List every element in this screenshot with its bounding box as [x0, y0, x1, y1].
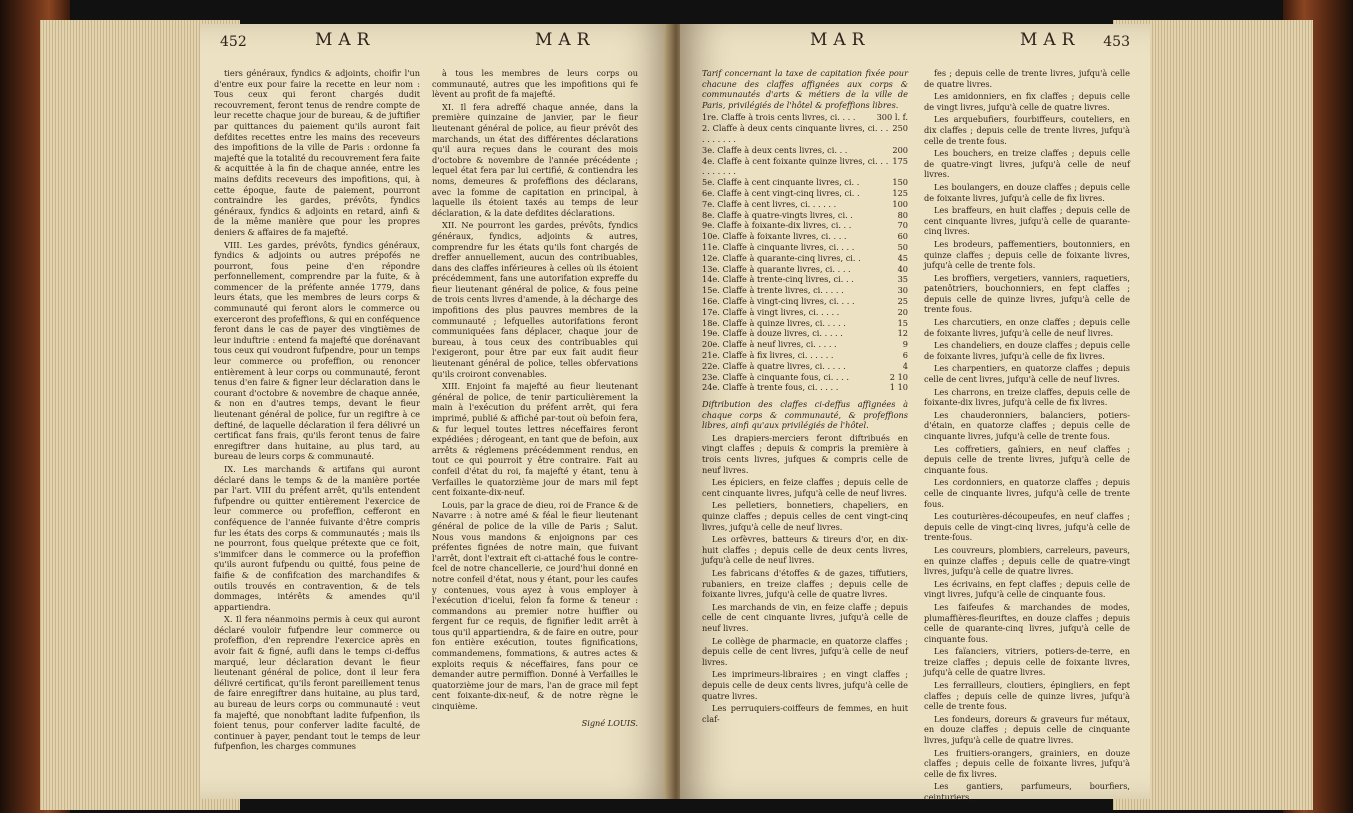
- tarif-amount: 80: [897, 209, 908, 220]
- tarif-amount: 35: [897, 274, 908, 285]
- tarif-class-label: 2. Claffe à deux cents cinquante livres, ci. . . . . . . . . .: [702, 123, 889, 144]
- paragraph: tiers généraux, fyndics & adjoints, choifir l'un d'entre eux pour faire la recette en leur nom : Tous ceux qui feront chargés dudit recouvrement, feront tenus de rendre compte de leur recette chaque jour de bureau, & de juftifier par quittances du paiement qu'ils auront fait defdites recettes entre les mains des receveurs des impofitions de la ville de Paris : ordonne fa majefté que la totalité du recouvrement fera faite & acquittée à la fin de chaque année, entre les mains defdits receveurs des impofitions, qui, à cette époque, faute de paiement, pourront contraindre les gardes, prévôts, fyndics généraux, fyndics & adjoints en retard, ainfi & de la même manière que pour les propres deniers & affaires de fa majefté.: [214, 68, 420, 237]
- tarif-row: [702, 156, 908, 178]
- tarif-class-label: 4e. Claffe à cent foixante quinze livres, ci. . . . . . . . . .: [702, 155, 889, 177]
- tarif-amount: 1 10: [889, 382, 908, 393]
- paragraph: Les chandeliers, en douze claffes ; depuis celle de foixante livres, jufqu'à celle de fix livres.: [924, 340, 1130, 361]
- paragraph: Les boulangers, en douze claffes ; depuis celle de foixante livres, jufqu'à celle de fix livres.: [924, 181, 1130, 203]
- page-number: 453: [1103, 34, 1130, 50]
- left-page-header: [220, 30, 650, 64]
- tarif-class-label: 5e. Claffe à cent cinquante livres, ci. .: [702, 177, 860, 188]
- tarif-row: [702, 210, 908, 221]
- tarif-row: [702, 307, 908, 318]
- paragraph: Les cordonniers, en quatorze claffes ; depuis celle de cinquante livres, jufqu'à celle de trente fous.: [924, 477, 1130, 509]
- paragraph: Les faifeufes & marchandes de modes, plumaffières-fleuriftes, en douze claffes ; depuis celle de quarante-cinq livres, jufqu'à celle de cinquante fous.: [924, 601, 1130, 644]
- page-number: 452: [220, 34, 247, 50]
- tarif-row: [702, 199, 908, 210]
- tarif-class-label: 16e. Claffe à vingt-cinq livres, ci. . . .: [702, 295, 855, 306]
- paragraph: Les imprimeurs-libraires ; en vingt claffes ; depuis celle de deux cents livres, jufqu'à celle de quatre livres.: [702, 669, 908, 701]
- tarif-class-label: 11e. Claffe à cinquante livres, ci. . . .: [702, 241, 855, 252]
- running-head: MAR: [810, 30, 871, 50]
- tarif-row: [702, 177, 908, 188]
- tarif-amount: 15: [897, 317, 908, 328]
- tarif-class-label: 15e. Claffe à trente livres, ci. . . . .: [702, 285, 844, 296]
- tarif-row: [702, 328, 908, 339]
- running-head: MAR: [315, 30, 376, 50]
- paragraph: Les couturières-découpeufes, en neuf claffes ; depuis celle de vingt-cinq livres, jufqu'à celle de trente-fous.: [924, 511, 1130, 543]
- paragraph: Les fruitiers-orangers, grainiers, en douze claffes ; depuis celle de foixante livres, jufqu'à celle de fix livres.: [924, 747, 1130, 779]
- left-column-2: [432, 68, 638, 790]
- tarif-amount: 125: [892, 187, 908, 198]
- paragraph: Les gantiers, parfumeurs, bourfiers, ceinturiers,: [924, 781, 1130, 802]
- tarif-caption: Tarif concernant la taxe de capitation fixée pour chacune des claffes affignées aux corps & communautés d'arts & métiers de la ville de Paris, privilégiés de l'hôtel & profeffions libres.: [702, 68, 908, 110]
- tarif-row: [702, 220, 908, 231]
- tarif-class-label: 20e. Claffe à neuf livres, ci. . . . .: [702, 339, 837, 350]
- paragraph: Les écrivains, en fept claffes ; depuis celle de vingt livres, jufqu'à celle de cinquante fous.: [924, 578, 1130, 600]
- paragraph: Les orfèvres, batteurs & tireurs d'or, en dix-huit claffes ; depuis celle de deux cents livres, jufqu'à celle de neuf livres.: [702, 534, 908, 566]
- tarif-class-label: 8e. Claffe à quatre-vingts livres, ci. .: [702, 209, 853, 220]
- right-page-header: [700, 30, 1130, 64]
- tarif-class-label: 10e. Claffe à foixante livres, ci. . . .: [702, 231, 847, 242]
- tarif-class-label: 22e. Claffe à quatre livres, ci. . . . .: [702, 360, 846, 371]
- tarif-amount: 2 10: [889, 371, 908, 382]
- tarif-amount: 30: [897, 285, 908, 296]
- tarif-amount: 60: [897, 231, 908, 242]
- tarif-amount: 50: [897, 241, 908, 252]
- tarif-amount: 100: [892, 198, 908, 209]
- running-head: MAR: [535, 30, 596, 50]
- tarif-row: [702, 296, 908, 307]
- tarif-class-label: 14e. Claffe à trente-cinq livres, ci. . .: [702, 274, 854, 285]
- paragraph: Les arquebufiers, fourbiffeurs, couteliers, en dix claffes ; depuis celle de trente livres, jufqu'à celle de trente fous.: [924, 114, 1130, 146]
- tarif-row: [702, 318, 908, 329]
- tarif-amount: 12: [897, 328, 908, 339]
- tarif-class-label: 19e. Claffe à douze livres, ci. . . . .: [702, 328, 843, 339]
- tarif-amount: 70: [897, 220, 908, 231]
- tarif-row: [702, 253, 908, 264]
- paragraph: Les faïanciers, vitriers, potiers-de-terre, en treize claffes ; depuis celle de foixante livres, jufqu'à celle de quatre livres.: [924, 646, 1130, 678]
- paragraph: X. Il fera néanmoins permis à ceux qui auront déclaré vouloir fufpendre leur commerce ou profeffion, d'en reprendre l'exercice après en avoir fait & figné, aufli dans le temps ci-deffus marqué, leur déclaration devant le fieur lieutenant général de police, dont il leur fera délivré certificat, qu'ils feront pareillement tenus de faire enregiftrer dans huitaine, au plus tard, au bureau de leurs corps ou communauté : veut fa majefté, que nonobftant ladite fufpenfion, ils foient tenus, pour conferver ladite faculté, de continuer à payer, pendant tout le temps de leur fufpenfion, les charges communes: [214, 614, 420, 752]
- tarif-amount: 4: [902, 360, 908, 371]
- paragraph: XI. Il fera adreffé chaque année, dans la première quinzaine de janvier, par le fieur lieutenant général de police, au fieur prévôt des marchands, un état des différentes déclarations qu'il aura reçues dans le courant des mois d'octobre & novembre de l'année précédente ; lequel état fera par lui certifié, & contiendra les noms, demeures & profeffions des déclarans, avec la fomme de capitation en principal, à laquelle ils étoient taxés au temps de leur déclaration, & la date defdites déclarations.: [432, 101, 638, 218]
- paragraph: Le collège de pharmacie, en quatorze claffes ; depuis celle de cent livres, jufqu'à celle de neuf livres.: [702, 635, 908, 667]
- tarif-amount: 6: [902, 349, 908, 360]
- tarif-class-label: 21e. Claffe à fix livres, ci. . . . . .: [702, 349, 834, 360]
- paragraph: Les charpentiers, en quatorze claffes ; depuis celle de cent livres, jufqu'à celle de neuf livres.: [924, 363, 1130, 385]
- tarif-row: [702, 231, 908, 242]
- left-column-1: [214, 68, 420, 790]
- paragraph: XIII. Enjoint fa majefté au fieur lieutenant général de police, de tenir particulièrement la main à l'exécution du préfent arrêt, qui fera imprimé, publié & affiché par-tout où befoin fera, & fur lequel toutes lettres néceffaires feront expédiées ; dérogeant, en tant que de befoin, aux arrêts & réglemens précédemment rendus, en tout ce qui pourroit y être contraire. Fait au confeil d'état du roi, fa majefté y étant, tenu à Verfailles le quatorzième jour de mars mil fept cent foixante-dix-neuf.: [432, 381, 638, 498]
- tarif-class-label: 1re. Claffe à trois cents livres, ci. . . .: [702, 112, 856, 123]
- tarif-row: [702, 264, 908, 275]
- paragraph: Les brodeurs, paffementiers, boutonniers, en quinze claffes ; depuis celle de foixante livres, jufqu'à celle de trente fols.: [924, 238, 1130, 271]
- paragraph: Les broffiers, vergetiers, vanniers, raquetiers, patenôtriers, bouchonniers, en fept claffes ; depuis celle de quinze livres, jufqu'à celle de trente fous.: [924, 272, 1130, 315]
- tarif-row: [702, 372, 908, 383]
- paragraph: Les marchands de vin, en feize claffe ; depuis celle de cent cinquante livres, jufqu'à celle de neuf livres.: [702, 601, 908, 633]
- tarif-class-label: 12e. Claffe à quarante-cinq livres, ci. .: [702, 252, 861, 263]
- paragraph: Les coffretiers, gaîniers, en neuf claffes ; depuis celle de trente livres, jufqu'à celle de cinquante fous.: [924, 443, 1130, 475]
- tarif-amount: 45: [897, 252, 908, 263]
- tarif-row: [702, 285, 908, 296]
- distribution-caption: Diftribution des claffes ci-deffus affignées à chaque corps & communauté, & profeffions libres, ainfi qu'aux privilégiés de l'hôtel.: [702, 399, 908, 431]
- paragraph: Les couvreurs, plombiers, carreleurs, paveurs, en quinze claffes ; depuis celle de quatre-vingt livres, jufqu'à celle de quatre livres.: [924, 544, 1130, 577]
- paragraph: Les bouchers, en treize claffes ; depuis celle de quatre-vingt livres, jufqu'à celle de neuf livres.: [924, 148, 1130, 180]
- tarif-class-label: 23e. Claffe à cinquante fous, ci. . . .: [702, 371, 849, 382]
- tarif-class-label: 13e. Claffe à quarante livres, ci. . . .: [702, 263, 851, 274]
- right-page: [680, 24, 1150, 802]
- tarif-amount: 20: [897, 306, 908, 317]
- paragraph: Louis, par la grace de dieu, roi de France & de Navarre : à notre amé & féal le fieur lieutenant général de police de la ville de Paris ; Salut. Nous vous mandons & enjoignons par ces préfentes fignées de notre main, que fuivant l'arrêt, dont l'extrait eft ci-attaché fous le contre-fcel de notre chancellerie, ce jourd'hui donné en notre confeil d'état, nous y étant, pour les caufes y contenues, vous ayez à vous employer à l'exécution d'icelui, felon fa forme & teneur : commandons au premier notre huiffier ou fergent fur ce requis, de fignifier ledit arrêt à tous qu'il appartiendra, & de faire en outre, pour fon entière exécution, toutes fignifications, commandemens, fommations, & autres actes & exploits requis & néceffaires, fans pour ce demander autre permiffion. Donné à Verfailles le quatorzième jour de mars, l'an de grace mil fept cent foixante-dix-neuf, & de notre règne le cinquième.: [432, 499, 638, 712]
- tarif-class-label: 17e. Claffe à vingt livres, ci. . . . .: [702, 306, 840, 317]
- paragraph: Les drapiers-merciers feront diftribués en vingt claffes ; depuis & compris la première à trois cents livres, jufques & compris celle de neuf livres.: [702, 432, 908, 475]
- tarif-row: [702, 145, 908, 156]
- tarif-amount: 175: [892, 155, 908, 166]
- tarif-amount: 150: [892, 177, 908, 188]
- tarif-class-label: 3e. Claffe à deux cents livres, ci. . .: [702, 144, 848, 155]
- tarif-amount: 25: [897, 295, 908, 306]
- running-head: MAR: [1020, 30, 1081, 50]
- paragraph: fes ; depuis celle de trente livres, jufqu'à celle de quatre livres.: [924, 68, 1130, 89]
- right-column-2: [924, 68, 1130, 802]
- tarif-row: [702, 188, 908, 199]
- tarif-table: [702, 112, 908, 393]
- tarif-amount: 9: [902, 339, 908, 350]
- paragraph: Les fondeurs, doreurs & graveurs fur métaux, en douze claffes ; depuis celle de cinquante livres, jufqu'à celle de quatre livres.: [924, 713, 1130, 746]
- tarif-row: [702, 361, 908, 372]
- left-page: [200, 24, 670, 799]
- paragraph: à tous les membres de leurs corps ou communauté, autres que les impofitions qui fe lèvent au profit de fa majefté.: [432, 68, 638, 100]
- tarif-amount: 200: [892, 144, 908, 155]
- tarif-amount: 300 l. f.: [876, 112, 908, 123]
- royal-signature: Signé LOUIS.: [581, 717, 638, 728]
- paragraph: Les pelletiers, bonnetiers, chapeliers, en quinze claffes ; depuis celles de cent vingt-cinq livres, jufqu'à celle de neuf livres.: [702, 500, 908, 532]
- tarif-class-label: 6e. Claffe à cent vingt-cinq livres, ci. .: [702, 187, 860, 198]
- paragraph: Les amidonniers, en fix claffes ; depuis celle de vingt livres, jufqu'à celle de quatre livres.: [924, 91, 1130, 112]
- tarif-class-label: 24e. Claffe à trente fous, ci. . . . .: [702, 382, 839, 393]
- tarif-amount: 250: [892, 123, 908, 134]
- tarif-row: [702, 112, 908, 123]
- paragraph: VIII. Les gardes, prévôts, fyndics généraux, fyndics & adjoints ou autres prépofés ne pourront, fous peine d'en répondre perfonnellement, comprendre par la fuite, & à commencer de la préfente année 1779, dans leurs états, que les membres de leurs corps & communauté qui feront alors le commerce ou exerceront des profeffions, & qui en conféquence feront dans le cas de payer des vingtièmes de leur induftrie : entend fa majefté que dorénavant tous ceux qui voudront fufpendre, pour un temps leur commerce ou profeffion, ou renoncer entièrement à leur corps ou communauté, feront tenus d'en faire & figner leur déclaration dans le courant d'octobre & novembre de chaque année, & non en d'autres temps, devant le fieur lieutenant général de police, fur un regiftre à ce deftiné, de laquelle déclaration il fera délivré un certificat fans frais, qu'ils feront tenus de faire enregiftrer dans huitaine, au plus tard, au bureau de leurs corps & communauté.: [214, 239, 420, 462]
- paragraph: Les ferrailleurs, cloutiers, épingliers, en fept claffes ; depuis celle de quinze livres, jufqu'à celle de trente fous.: [924, 680, 1130, 712]
- paragraph: Les charrons, en treize claffes, depuis celle de foixante-dix livres, jufqu'à celle de fix livres.: [924, 386, 1130, 408]
- paragraph: Les épiciers, en feize claffes ; depuis celle de cent cinquante livres, jufqu'à celle de neuf livres.: [702, 477, 908, 498]
- tarif-row: [702, 123, 908, 145]
- right-column-1: [702, 68, 908, 790]
- tarif-row: [702, 274, 908, 285]
- paragraph: Les chauderonniers, balanciers, potiers-d'étain, en quatorze claffes ; depuis celle de cinquante livres, jufqu'à celle de trente fous.: [924, 409, 1130, 441]
- paragraph: Les charcutiers, en onze claffes ; depuis celle de foixante livres, jufqu'à celle de neuf livres.: [924, 317, 1130, 338]
- tarif-amount: 40: [897, 263, 908, 274]
- paragraph: IX. Les marchands & artifans qui auront déclaré dans le temps & de la manière portée par l'art. VIII du préfent arrêt, qu'ils entendent fufpendre ou quitter entièrement l'exercice de leur commerce ou profeffion, cefferont en conféquence de l'année fuivante d'être compris fur les états des corps & communautés ; mais ils ne pourront, fous quelque prétexte que ce foit, s'immifcer dans le commerce ou la profeffion qu'ils auront fufpendu ou quitté, fous peine de faifie & de confifcation des marchandifes & outils trouvés en contravention, & de tels dommages, intérêts & amendes qu'il appartiendra.: [214, 463, 420, 612]
- tarif-row: [702, 339, 908, 350]
- tarif-class-label: 7e. Claffe à cent livres, ci. . . . . .: [702, 198, 837, 209]
- paragraph: XII. Ne pourront les gardes, prévôts, fyndics généraux, fyndics, adjoints & autres, comprendre fur les états qu'ils font chargés de dreffer annuellement, aucun des contribuables, dans des claffes inférieures à celles où ils étoient précédemment, fans une autorifation expreffe du fieur lieutenant général de police, & fous peine de trois cents livres d'amende, à la décharge des impofitions des plus pauvres membres de la communauté ; lefquelles autorifations feront communiquées fans déplacer, chaque jour de bureau, à tous ceux des contribuables qui l'exigeront, pour être par eux fait audit fieur lieutenant général de police, telles obfervations qu'ils croiront convenables.: [432, 220, 638, 379]
- paragraph: Les braffeurs, en huit claffes ; depuis celle de cent cinquante livres, jufqu'à celle de quarante-cinq livres.: [924, 205, 1130, 237]
- paragraph: Les fabricans d'étoffes & de gazes, tiffutiers, rubaniers, en treize claffes ; depuis celle de foixante livres, jufqu'à celle de quatre livres.: [702, 568, 908, 600]
- tarif-class-label: 18e. Claffe à quinze livres, ci. . . . .: [702, 317, 846, 328]
- tarif-row: [702, 242, 908, 253]
- tarif-row: [702, 350, 908, 361]
- tarif-row: [702, 382, 908, 393]
- tarif-class-label: 9e. Claffe à foixante-dix livres, ci. . .: [702, 220, 852, 231]
- paragraph: Les perruquiers-coiffeurs de femmes, en huit claf-: [702, 703, 908, 724]
